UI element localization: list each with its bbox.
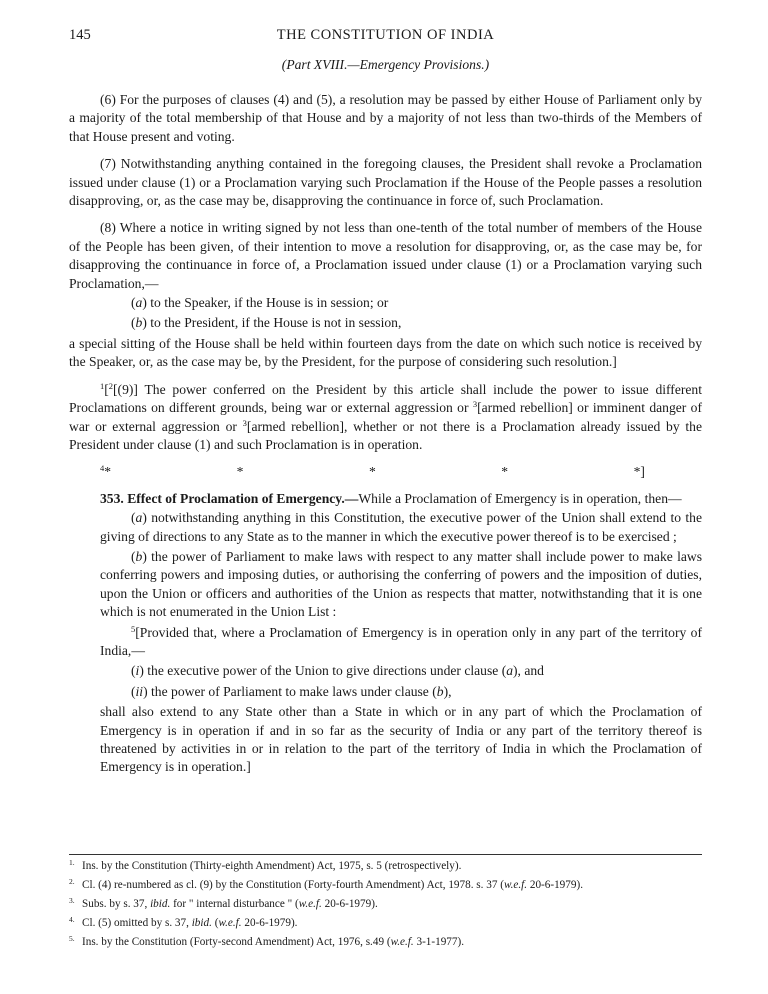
article-353-proviso <box>69 624 702 661</box>
item-text: to the President, if the House is not in session, <box>146 315 402 331</box>
footnote-3: $^{3.}$ Subs. by s. 37, ibid. for " internal disturbance " (w.e.f. 20-6-1979). <box>69 896 378 910</box>
star: $^4$* <box>100 463 112 480</box>
footnote-ref: 4 <box>100 463 105 474</box>
footnote-ref: 2 <box>108 380 114 391</box>
footnote-ref: 3 <box>472 399 478 410</box>
footnote-4: $^{4.}$ Cl. (5) omitted by s. 37, ibid. (w.e.f. 20-6-1979). <box>69 915 298 929</box>
footnote-ref: 1 <box>100 380 105 391</box>
star: * <box>501 464 509 480</box>
footnote-1: $^{1.}$ Ins. by the Constitution (Thirty-eighth Amendment) Act, 1975, s. 5 (retrospectively). <box>69 858 462 872</box>
clause-8-tail: a special sitting of the House shall be held within fourteen days from the date on which such notice is received by the Speaker, or, as the case may be, by the President, for the purpose of considering such resolution.] <box>69 335 702 370</box>
item-text: notwithstanding anything in this Constitution, the executive power of the Union shall extend to the giving of directions to any State as to the manner in which the executive power thereof is to be exercised ; <box>100 510 702 544</box>
item-label: ii <box>135 683 144 699</box>
star: * <box>236 464 244 480</box>
part-subheading: (Part XVIII.—Emergency Provisions.) <box>281 57 490 72</box>
clause-8-intro: (8) Where a notice in writing signed by not less than one-tenth of the total number of members of the House of the People has been given, of their intention to move a resolution for disapproving, or, as the case may be, for disapproving the continuance in force of, a Proclamation issued under clause (1) or a Proclamation varying such Proclamation,— <box>69 220 702 291</box>
footnote-ref: 5 <box>131 623 136 634</box>
item-label: a <box>135 295 143 311</box>
proviso-item-ii: (ii) the power of Parliament to make laws under clause (b), <box>131 683 452 699</box>
clause-9 <box>69 381 702 455</box>
proviso-text: [Provided that, where a Proclamation of Emergency is in operation only in any part of the territory of India,— <box>100 624 702 658</box>
star: *] <box>633 464 645 480</box>
clause-9-text: [(9)] The power conferred on the President by this article shall include the power to issue different Proclamations on different grounds, being war or external aggression or <box>69 381 702 416</box>
item-text: the power of Parliament to make laws with respect to any matter shall include power to make laws conferring powers and imposing duties, or authorising the conferring of powers and the imposition of duties, upon the Union or officers and authorities of the Union as respects that matter, notwithstanding that it is one which is not enumerated in the Union List : <box>100 548 702 620</box>
item-label: b <box>135 315 143 331</box>
article-353-clause-b: (b) the power of Parliament to make laws with respect to any matter shall include power to make laws conferring powers and imposing duties, or authorising the conferring of powers and the imposition of duties, upon the Union or officers and authorities of the Union as respects that matter, notwithstanding that it is one which is not enumerated in the Union List : <box>100 548 702 620</box>
footnote-ref: 3 <box>242 417 247 428</box>
article-heading: 353. Effect of Proclamation of Emergency.— <box>100 490 359 506</box>
page-header <box>69 26 702 46</box>
footnote-5: $^{5.}$ Ins. by the Constitution (Forty-second Amendment) Act, 1976, s.49 (w.e.f. 3-1-1977). <box>69 934 465 948</box>
article-intro: While a Proclamation of Emergency is in operation, then— <box>358 490 682 506</box>
clause-9-text: [armed rebellion] or imminent danger of war or external aggression or <box>69 400 702 434</box>
bracket: [ <box>104 381 109 397</box>
article-353-clause-a: (a) notwithstanding anything in this Constitution, the executive power of the Union shall extend to the giving of directions to any State as to the manner in which the executive power thereof is to be exercised ; <box>100 510 702 544</box>
clause-9-text: [armed rebellion], whether or not there is a Proclamation already issued by the President under clause (1) and such Proclamation is in operation. <box>69 418 702 452</box>
omission-stars <box>69 463 702 481</box>
item-label: i <box>135 663 140 679</box>
document-body <box>69 91 702 777</box>
footnote-divider <box>69 854 702 855</box>
star: * <box>368 464 376 480</box>
proviso-tail: shall also extend to any State other than a State in which or in any part of which the Proclamation of Emergency is in operation if and in so far as the security of India or any part of the territory thereof is threatened by activities in or in relation to the part of the territory of India in which the Proclamation of Emergency is in operation.] <box>100 704 702 775</box>
item-label: a <box>135 510 143 526</box>
clause-6: (6) For the purposes of clauses (4) and (5), a resolution may be passed by either House of Parliament only by a majority of the total membership of that House and by a majority of not less than two-thirds of the Members of that House present and voting. <box>69 92 702 144</box>
footnotes <box>69 857 709 952</box>
footnote-2: $^{2.}$ Cl. (4) re-numbered as cl. (9) by the Constitution (Forty-fourth Amendment) Act, 1978. s. 37 (w.e.f. 20-6-1979). <box>69 877 583 891</box>
proviso-item-i: (i) the executive power of the Union to give directions under clause (a), and <box>131 663 544 679</box>
page-number: 145 <box>69 27 91 43</box>
page-title: THE CONSTITUTION OF INDIA <box>276 27 495 43</box>
clause-8-item-b: (b) to the President, if the House is not in session, <box>131 315 402 331</box>
clause-8-item-a: (a) to the Speaker, if the House is in session; or <box>131 295 389 311</box>
part-label: Part XVIII. <box>286 57 348 72</box>
part-title: —Emergency Provisions. <box>347 57 485 72</box>
item-label: b <box>135 548 143 564</box>
article-353 <box>69 490 702 508</box>
clause-7: (7) Notwithstanding anything contained in the foregoing clauses, the President shall revoke a Proclamation issued under clause (1) or a Proclamation varying such Proclamation if the House of the People passes a resolution disapproving, or, as the case may be, disapproving the continuance in force of, such Proclamation. <box>69 156 702 209</box>
item-text: to the Speaker, if the House is in session; or <box>146 295 389 311</box>
